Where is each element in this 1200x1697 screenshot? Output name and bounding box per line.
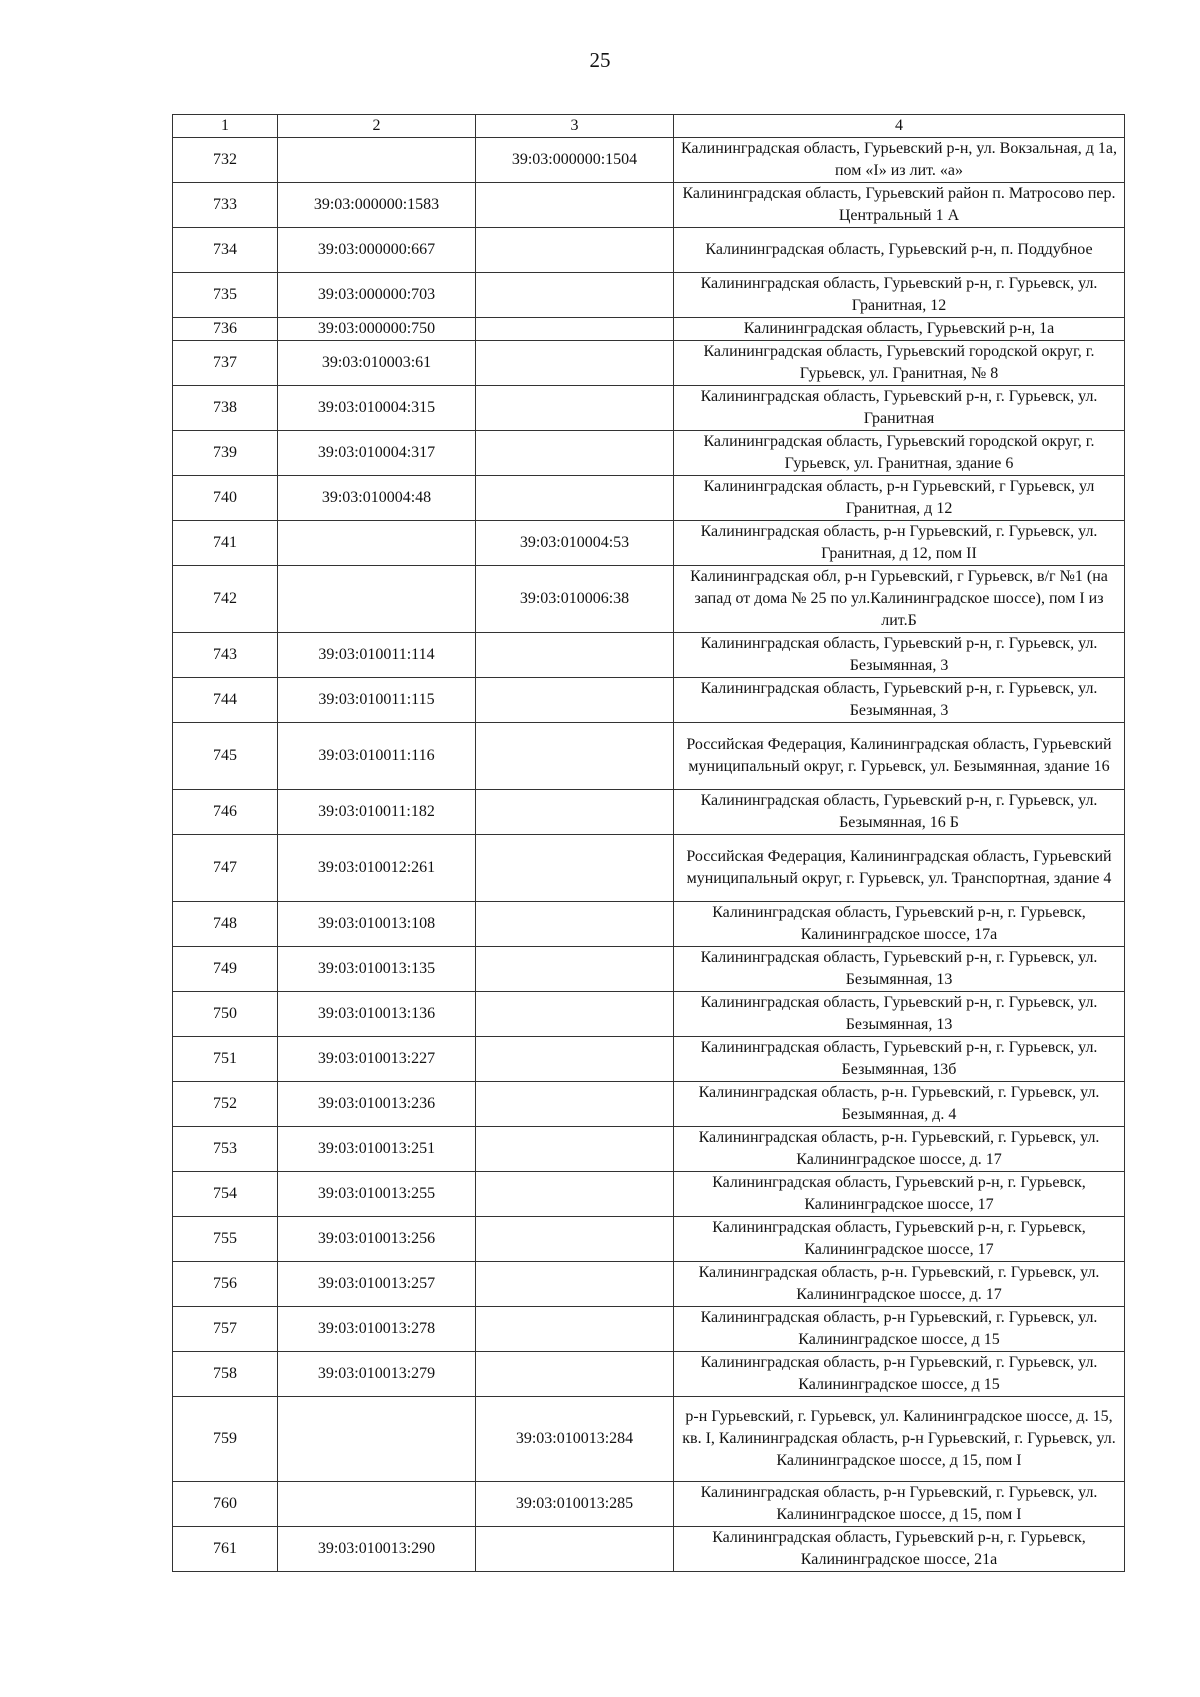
address-cell: Российская Федерация, Калининградская область, Гурьевский муниципальный округ, г. Гурьевск, ул. Безымянная, здание 16 (674, 723, 1125, 790)
table-row (173, 947, 1125, 992)
row-number-cell: 745 (173, 723, 278, 790)
address-cell: Калининградская область, р-н. Гурьевский, г. Гурьевск, ул. Калининградское шоссе, д. 17 (674, 1127, 1125, 1172)
row-number-cell: 742 (173, 566, 278, 633)
row-number-cell: 740 (173, 476, 278, 521)
address-cell: Калининградская обл, р-н Гурьевский, г Гурьевск, в/г №1 (на запад от дома № 25 по ул.Калининградское шоссе), пом I из лит.Б (674, 566, 1125, 633)
cadastral-number-cell: 39:03:010013:255 (278, 1172, 476, 1217)
table-row (173, 723, 1125, 790)
row-number-cell: 754 (173, 1172, 278, 1217)
cadastral-number-cell: 39:03:010004:317 (278, 431, 476, 476)
table-row (173, 476, 1125, 521)
cadastral-number-cell: 39:03:000000:750 (278, 318, 476, 341)
row-number-cell: 758 (173, 1352, 278, 1397)
address-cell: Калининградская область, Гурьевский р-н, г. Гурьевск, ул. Безымянная, 13б (674, 1037, 1125, 1082)
address-cell: Калининградская область, р-н Гурьевский, г. Гурьевск, ул. Гранитная, д 12, пом II (674, 521, 1125, 566)
row-number-cell: 756 (173, 1262, 278, 1307)
cadastral-number-cell: 39:03:010013:251 (278, 1127, 476, 1172)
address-cell: Калининградская область, Гурьевский р-н, ул. Вокзальная, д 1а, пом «I» из лит. «а» (674, 138, 1125, 183)
address-cell: Калининградская область, р-н Гурьевский, г. Гурьевск, ул. Калининградское шоссе, д 15 (674, 1307, 1125, 1352)
cadastral-number-cell: 39:03:010013:279 (278, 1352, 476, 1397)
cadastral-number-premises-cell (476, 1527, 674, 1572)
row-number-cell: 737 (173, 341, 278, 386)
table-row (173, 835, 1125, 902)
address-cell: Калининградская область, р-н Гурьевский, г. Гурьевск, ул. Калининградское шоссе, д 15, пом I (674, 1482, 1125, 1527)
column-header: 1 (173, 115, 278, 138)
table-row (173, 1082, 1125, 1127)
address-cell: Калининградская область, Гурьевский городской округ, г. Гурьевск, ул. Гранитная, № 8 (674, 341, 1125, 386)
cadastral-number-cell: 39:03:010004:315 (278, 386, 476, 431)
row-number-cell: 755 (173, 1217, 278, 1262)
cadastral-number-cell (278, 521, 476, 566)
cadastral-number-cell: 39:03:010013:236 (278, 1082, 476, 1127)
address-cell: Калининградская область, Гурьевский р-н, г. Гурьевск, ул. Безымянная, 13 (674, 947, 1125, 992)
column-header: 3 (476, 115, 674, 138)
cadastral-number-cell: 39:03:010013:278 (278, 1307, 476, 1352)
cadastral-number-cell (278, 1397, 476, 1482)
row-number-cell: 735 (173, 273, 278, 318)
cadastral-number-cell: 39:03:000000:1583 (278, 183, 476, 228)
table-row (173, 633, 1125, 678)
table-row (173, 678, 1125, 723)
cadastral-number-premises-cell (476, 947, 674, 992)
cadastral-number-cell: 39:03:000000:703 (278, 273, 476, 318)
address-cell: Калининградская область, р-н Гурьевский, г. Гурьевск, ул. Калининградское шоссе, д 15 (674, 1352, 1125, 1397)
table-row (173, 902, 1125, 947)
table-row (173, 1172, 1125, 1217)
cadastral-number-premises-cell (476, 1217, 674, 1262)
row-number-cell: 751 (173, 1037, 278, 1082)
cadastral-number-premises-cell (476, 341, 674, 386)
cadastral-number-premises-cell (476, 902, 674, 947)
cadastral-number-premises-cell (476, 1307, 674, 1352)
cadastral-number-premises-cell: 39:03:010004:53 (476, 521, 674, 566)
row-number-cell: 749 (173, 947, 278, 992)
row-number-cell: 757 (173, 1307, 278, 1352)
column-header: 4 (674, 115, 1125, 138)
row-number-cell: 738 (173, 386, 278, 431)
registry-table (172, 114, 1125, 1572)
table-row (173, 790, 1125, 835)
address-cell: Калининградская область, Гурьевский район п. Матросово пер. Центральный 1 А (674, 183, 1125, 228)
cadastral-number-cell (278, 1482, 476, 1527)
table-row (173, 992, 1125, 1037)
cadastral-number-cell: 39:03:010013:136 (278, 992, 476, 1037)
row-number-cell: 741 (173, 521, 278, 566)
address-cell: Калининградская область, Гурьевский городской округ, г. Гурьевск, ул. Гранитная, здание 6 (674, 431, 1125, 476)
address-cell: Калининградская область, Гурьевский р-н, г. Гурьевск, ул. Гранитная, 12 (674, 273, 1125, 318)
table-row (173, 1397, 1125, 1482)
cadastral-number-cell (278, 566, 476, 633)
table-row (173, 1127, 1125, 1172)
table-row (173, 318, 1125, 341)
address-cell: Калининградская область, Гурьевский р-н, г. Гурьевск, ул. Безымянная, 3 (674, 678, 1125, 723)
cadastral-number-premises-cell (476, 1082, 674, 1127)
row-number-cell: 733 (173, 183, 278, 228)
cadastral-number-premises-cell (476, 431, 674, 476)
address-cell: Калининградская область, р-н Гурьевский, г Гурьевск, ул Гранитная, д 12 (674, 476, 1125, 521)
page-number: 25 (589, 48, 611, 72)
table-row (173, 1482, 1125, 1527)
cadastral-number-premises-cell (476, 1262, 674, 1307)
row-number-cell: 750 (173, 992, 278, 1037)
address-cell: Российская Федерация, Калининградская область, Гурьевский муниципальный округ, г. Гурьевск, ул. Транспортная, здание 4 (674, 835, 1125, 902)
row-number-cell: 761 (173, 1527, 278, 1572)
table-row (173, 1262, 1125, 1307)
cadastral-number-premises-cell (476, 1127, 674, 1172)
address-cell: р-н Гурьевский, г. Гурьевск, ул. Калининградское шоссе, д. 15, кв. I, Калининградская область, р-н Гурьевский, г. Гурьевск, ул. Калининградское шоссе, д 15, пом I (674, 1397, 1125, 1482)
address-cell: Калининградская область, Гурьевский р-н, г. Гурьевск, ул. Безымянная, 13 (674, 992, 1125, 1037)
address-cell: Калининградская область, Гурьевский р-н, г. Гурьевск, ул. Безымянная, 16 Б (674, 790, 1125, 835)
header-row (173, 115, 1125, 138)
address-cell: Калининградская область, Гурьевский р-н, г. Гурьевск, Калининградское шоссе, 21а (674, 1527, 1125, 1572)
row-number-cell: 736 (173, 318, 278, 341)
cadastral-number-cell: 39:03:010013:227 (278, 1037, 476, 1082)
row-number-cell: 734 (173, 228, 278, 273)
table-row (173, 341, 1125, 386)
cadastral-number-premises-cell (476, 273, 674, 318)
table-row (173, 1352, 1125, 1397)
address-cell: Калининградская область, Гурьевский р-н, 1а (674, 318, 1125, 341)
row-number-cell: 739 (173, 431, 278, 476)
cadastral-number-premises-cell: 39:03:010013:285 (476, 1482, 674, 1527)
cadastral-number-cell (278, 138, 476, 183)
table-row (173, 386, 1125, 431)
row-number-cell: 759 (173, 1397, 278, 1482)
cadastral-number-premises-cell: 39:03:000000:1504 (476, 138, 674, 183)
address-cell: Калининградская область, Гурьевский р-н, г. Гурьевск, ул. Гранитная (674, 386, 1125, 431)
cadastral-number-premises-cell (476, 835, 674, 902)
address-cell: Калининградская область, Гурьевский р-н, г. Гурьевск, Калининградское шоссе, 17а (674, 902, 1125, 947)
cadastral-number-cell: 39:03:000000:667 (278, 228, 476, 273)
row-number-cell: 760 (173, 1482, 278, 1527)
cadastral-number-premises-cell: 39:03:010006:38 (476, 566, 674, 633)
cadastral-number-premises-cell (476, 476, 674, 521)
table-row (173, 183, 1125, 228)
cadastral-number-cell: 39:03:010011:116 (278, 723, 476, 790)
table-row (173, 1527, 1125, 1572)
row-number-cell: 752 (173, 1082, 278, 1127)
cadastral-number-cell: 39:03:010011:115 (278, 678, 476, 723)
row-number-cell: 744 (173, 678, 278, 723)
table-row (173, 431, 1125, 476)
table-row (173, 1037, 1125, 1082)
cadastral-number-cell: 39:03:010003:61 (278, 341, 476, 386)
table-row (173, 228, 1125, 273)
cadastral-number-cell: 39:03:010013:256 (278, 1217, 476, 1262)
row-number-cell: 743 (173, 633, 278, 678)
cadastral-number-cell: 39:03:010011:114 (278, 633, 476, 678)
address-cell: Калининградская область, Гурьевский р-н, г. Гурьевск, ул. Безымянная, 3 (674, 633, 1125, 678)
row-number-cell: 732 (173, 138, 278, 183)
cadastral-number-cell: 39:03:010004:48 (278, 476, 476, 521)
cadastral-number-premises-cell: 39:03:010013:284 (476, 1397, 674, 1482)
row-number-cell: 746 (173, 790, 278, 835)
cadastral-number-premises-cell (476, 183, 674, 228)
table-row (173, 521, 1125, 566)
cadastral-number-premises-cell (476, 723, 674, 790)
cadastral-number-cell: 39:03:010012:261 (278, 835, 476, 902)
table-row (173, 138, 1125, 183)
address-cell: Калининградская область, р-н. Гурьевский, г. Гурьевск, ул. Калининградское шоссе, д. 17 (674, 1262, 1125, 1307)
cadastral-number-premises-cell (476, 678, 674, 723)
cadastral-number-cell: 39:03:010013:290 (278, 1527, 476, 1572)
cadastral-number-premises-cell (476, 1172, 674, 1217)
address-cell: Калининградская область, Гурьевский р-н, г. Гурьевск, Калининградское шоссе, 17 (674, 1172, 1125, 1217)
cadastral-number-premises-cell (476, 318, 674, 341)
cadastral-number-cell: 39:03:010013:135 (278, 947, 476, 992)
cadastral-number-premises-cell (476, 386, 674, 431)
cadastral-number-premises-cell (476, 790, 674, 835)
table-row (173, 1307, 1125, 1352)
cadastral-number-cell: 39:03:010013:108 (278, 902, 476, 947)
table-row (173, 273, 1125, 318)
cadastral-number-premises-cell (476, 1037, 674, 1082)
table-row (173, 1217, 1125, 1262)
cadastral-number-premises-cell (476, 633, 674, 678)
row-number-cell: 753 (173, 1127, 278, 1172)
cadastral-number-premises-cell (476, 228, 674, 273)
cadastral-number-premises-cell (476, 1352, 674, 1397)
table-row (173, 566, 1125, 633)
address-cell: Калининградская область, Гурьевский р-н, п. Поддубное (674, 228, 1125, 273)
cadastral-number-premises-cell (476, 992, 674, 1037)
cadastral-number-cell: 39:03:010013:257 (278, 1262, 476, 1307)
address-cell: Калининградская область, р-н. Гурьевский, г. Гурьевск, ул. Безымянная, д. 4 (674, 1082, 1125, 1127)
address-cell: Калининградская область, Гурьевский р-н, г. Гурьевск, Калининградское шоссе, 17 (674, 1217, 1125, 1262)
cadastral-number-cell: 39:03:010011:182 (278, 790, 476, 835)
row-number-cell: 747 (173, 835, 278, 902)
row-number-cell: 748 (173, 902, 278, 947)
column-header: 2 (278, 115, 476, 138)
